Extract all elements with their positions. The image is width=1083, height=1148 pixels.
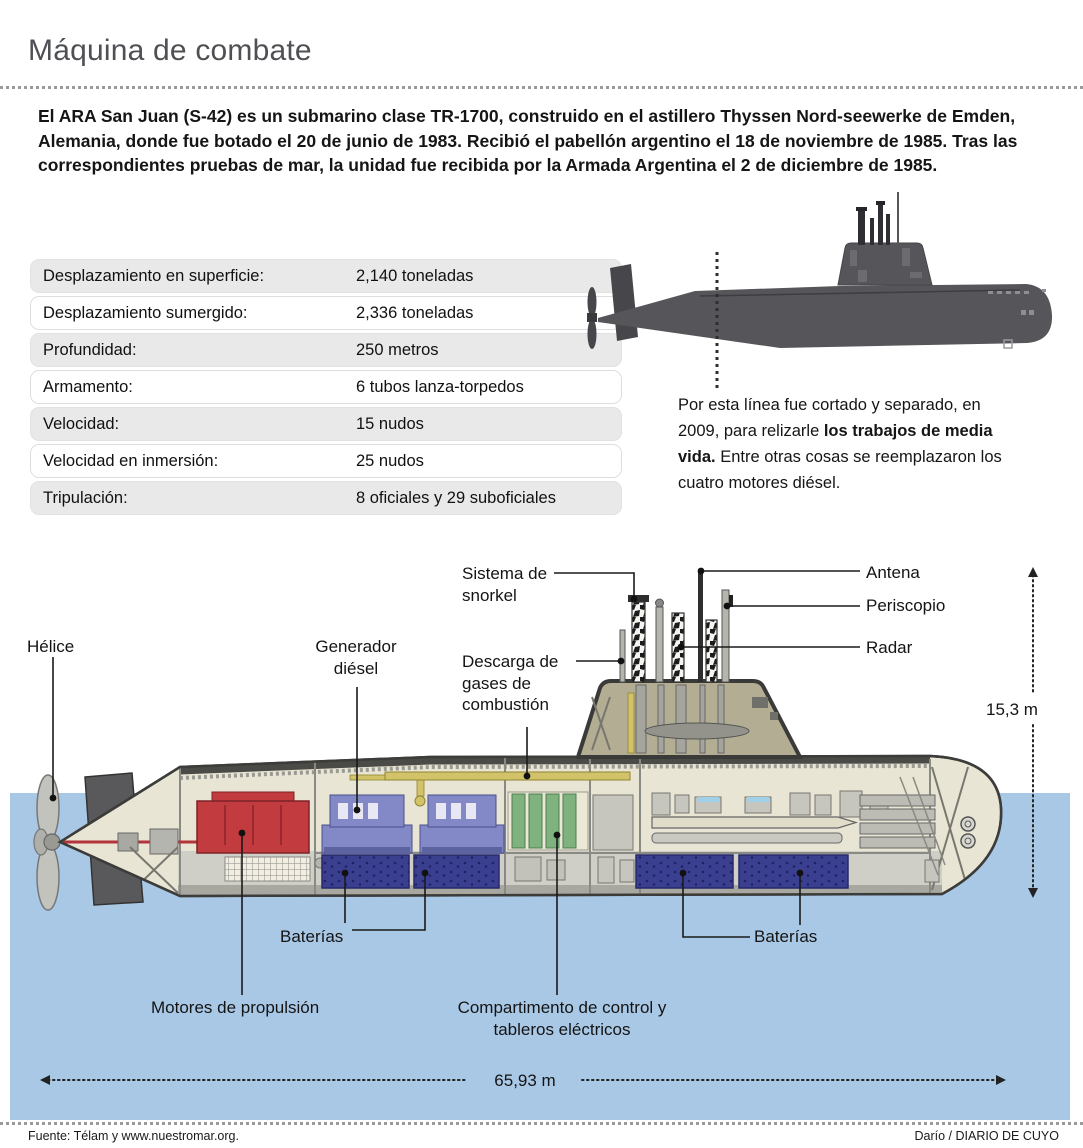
label-baterias-right: Baterías bbox=[754, 927, 818, 946]
title-rule bbox=[0, 86, 1083, 89]
cut-note bbox=[678, 392, 1026, 496]
intro-text: El ARA San Juan (S-42) es un submarino clase TR-1700, construido en el astillero Thyssen Nord-seewerke de Emden, Alemania, donde fue botado el 20 de junio de 1983. Recibió el pabellón argentino el 18 de noviembre de 1985. Tras las correspondientes pruebas de mar, la unidad fue recibida por la Armada Argentina el 2 de diciembre de 1985. bbox=[38, 106, 1018, 176]
spec-value: 2,140 toneladas bbox=[356, 266, 474, 285]
sail bbox=[578, 681, 800, 757]
leader-snorkel bbox=[554, 573, 634, 597]
silhouette-masts bbox=[856, 192, 899, 245]
spec-row bbox=[30, 333, 622, 367]
spec-row bbox=[30, 444, 622, 478]
propeller-small bbox=[587, 287, 597, 349]
page-title: Máquina de combate bbox=[28, 34, 312, 67]
specs-table bbox=[30, 259, 622, 518]
spec-label: Armamento: bbox=[43, 377, 133, 396]
spec-row bbox=[30, 407, 622, 441]
masts bbox=[620, 570, 733, 682]
label-baterias-left: Baterías bbox=[280, 927, 344, 946]
spec-label: Desplazamiento sumergido: bbox=[43, 303, 248, 322]
cut-note-part1: Por esta línea fue cortado y separado, en 2009, para relizarle bbox=[678, 396, 981, 440]
label-radar: Radar bbox=[866, 638, 913, 657]
spec-row bbox=[30, 370, 622, 404]
label-compartimento: Compartimento de control y tableros eléctricos bbox=[457, 998, 667, 1039]
cut-note-bold: los trabajos de media vida. bbox=[678, 422, 993, 466]
spec-label: Velocidad: bbox=[43, 414, 120, 433]
spec-value: 250 metros bbox=[356, 340, 439, 359]
label-antena: Antena bbox=[866, 563, 920, 582]
exhaust-pipe bbox=[385, 772, 630, 780]
cut-note-part2: Entre otras cosas se reemplazaron los cuatro motores diésel. bbox=[678, 448, 1002, 492]
spec-value: 25 nudos bbox=[356, 451, 424, 470]
footer-credit: Darío / DIARIO DE CUYO bbox=[914, 1129, 1059, 1143]
antenna-mast bbox=[698, 570, 703, 682]
propeller bbox=[34, 775, 60, 910]
label-snorkel: Sistema de snorkel bbox=[462, 564, 548, 605]
footer-source: Fuente: Télam y www.nuestromar.org. bbox=[28, 1129, 239, 1143]
label-length-dimension: 65,93 m bbox=[494, 1071, 556, 1090]
spec-row bbox=[30, 296, 622, 330]
spec-value: 15 nudos bbox=[356, 414, 424, 433]
console-screen bbox=[747, 797, 769, 802]
spec-label: Desplazamiento en superficie: bbox=[43, 266, 265, 285]
submarine-silhouette-figure bbox=[580, 190, 1083, 395]
stern-fin-small bbox=[610, 264, 638, 341]
spec-label: Velocidad en inmersión: bbox=[43, 451, 219, 470]
spec-value: 2,336 toneladas bbox=[356, 303, 474, 322]
spec-row bbox=[30, 259, 622, 293]
spec-label: Profundidad: bbox=[43, 340, 137, 359]
footer-rule bbox=[0, 1122, 1083, 1125]
label-height-dimension: 15,3 m bbox=[986, 700, 1038, 719]
label-generador: Generador diésel bbox=[315, 637, 397, 678]
spec-value: 6 tubos lanza-torpedos bbox=[356, 377, 524, 396]
spec-row bbox=[30, 481, 622, 515]
label-periscopio: Periscopio bbox=[866, 596, 946, 615]
exhaust-mast bbox=[620, 630, 625, 682]
label-descarga: Descarga de gases de combustión bbox=[462, 652, 559, 714]
spec-value: 8 oficiales y 29 suboficiales bbox=[356, 488, 556, 507]
snorkel-mast bbox=[632, 602, 645, 682]
label-helice: Hélice bbox=[27, 637, 75, 656]
label-motores: Motores de propulsión bbox=[151, 998, 320, 1017]
console-screen bbox=[697, 797, 719, 802]
spec-label: Tripulación: bbox=[43, 488, 128, 507]
